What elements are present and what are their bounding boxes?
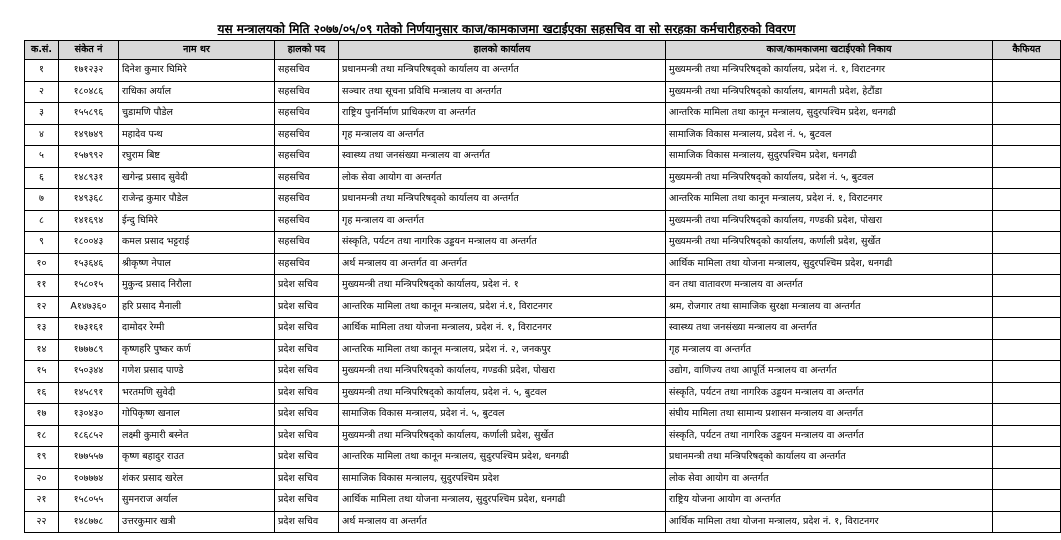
cell-current-post: प्रदेश सचिव <box>275 404 339 426</box>
cell-current-post: प्रदेश सचिव <box>275 447 339 469</box>
cell-remarks <box>993 232 1061 254</box>
cell-code-number: १७३१६१ <box>59 318 119 340</box>
cell-code-number: १५८०५५ <box>59 490 119 512</box>
cell-assigned-office: सामाजिक विकास मन्त्रालय, प्रदेश नं. ५, बुटवल <box>666 124 993 146</box>
cell-serial-number: १५ <box>25 361 59 383</box>
header-current-office: हालको कार्यालय <box>339 41 666 60</box>
cell-current-office: सामाजिक विकास मन्त्रालय, प्रदेश नं. ५, बुटवल <box>339 404 666 426</box>
cell-current-post: प्रदेश सचिव <box>275 339 339 361</box>
table-row <box>25 232 1061 254</box>
cell-serial-number: १ <box>25 60 59 82</box>
cell-code-number: १०७७७४ <box>59 468 119 490</box>
table-row <box>25 382 1061 404</box>
table-row <box>25 124 1061 146</box>
cell-remarks <box>993 318 1061 340</box>
cell-remarks <box>993 103 1061 125</box>
cell-code-number: १७७७८९ <box>59 339 119 361</box>
table-row <box>25 81 1061 103</box>
cell-assigned-office: वन तथा वातावरण मन्त्रालय वा अन्तर्गत <box>666 275 993 297</box>
cell-assigned-office: आर्थिक मामिला तथा योजना मन्त्रालय, प्रदेश नं. १, विराटनगर <box>666 511 993 533</box>
table-row <box>25 511 1061 533</box>
cell-code-number: १४८९३१ <box>59 167 119 189</box>
cell-name: महादेव पन्थ <box>119 124 275 146</box>
cell-code-number: १४९३६८ <box>59 189 119 211</box>
cell-current-post: सहसचिव <box>275 146 339 168</box>
cell-name: उत्तरकुमार खत्री <box>119 511 275 533</box>
table-row <box>25 447 1061 469</box>
cell-code-number: १४५८९१ <box>59 382 119 404</box>
cell-assigned-office: मुख्यमन्त्री तथा मन्त्रिपरिषद्को कार्यालय, कर्णाली प्रदेश, सुर्खेत <box>666 232 993 254</box>
cell-current-post: प्रदेश सचिव <box>275 275 339 297</box>
cell-serial-number: ९ <box>25 232 59 254</box>
cell-serial-number: ६ <box>25 167 59 189</box>
cell-assigned-office: मुख्यमन्त्री तथा मन्त्रिपरिषद्को कार्यालय, प्रदेश नं. १, विराटनगर <box>666 60 993 82</box>
cell-current-office: आर्थिक मामिला तथा योजना मन्त्रालय, प्रदेश नं. १, विराटनगर <box>339 318 666 340</box>
cell-current-office: प्रधानमन्त्री तथा मन्त्रिपरिषद्को कार्यालय वा अन्तर्गत <box>339 189 666 211</box>
cell-name: राधिका अर्याल <box>119 81 275 103</box>
cell-current-post: सहसचिव <box>275 103 339 125</box>
cell-serial-number: १९ <box>25 447 59 469</box>
cell-current-office: गृह मन्त्रालय वा अन्तर्गत <box>339 210 666 232</box>
cell-assigned-office: आर्थिक मामिला तथा योजना मन्त्रालय, सुदुरपश्चिम प्रदेश, धनगढी <box>666 253 993 275</box>
cell-current-office: आन्तरिक मामिला तथा कानून मन्त्रालय, सुदुरपश्चिम प्रदेश, धनगढी <box>339 447 666 469</box>
cell-serial-number: ३ <box>25 103 59 125</box>
cell-remarks <box>993 189 1061 211</box>
cell-current-post: प्रदेश सचिव <box>275 490 339 512</box>
table-row <box>25 339 1061 361</box>
cell-serial-number: २१ <box>25 490 59 512</box>
table-row <box>25 490 1061 512</box>
header-assigned-office: काज/कामकाजमा खटाईएको निकाय <box>666 41 993 60</box>
cell-remarks <box>993 490 1061 512</box>
table-row <box>25 425 1061 447</box>
table-header-row <box>25 41 1061 60</box>
cell-code-number: १४८७७८ <box>59 511 119 533</box>
table-row <box>25 210 1061 232</box>
cell-code-number: १४१६९४ <box>59 210 119 232</box>
header-remarks: कैफियत <box>993 41 1061 60</box>
cell-remarks <box>993 425 1061 447</box>
cell-current-office: अर्थ मन्त्रालय वा अन्तर्गत वा अन्तर्गत <box>339 253 666 275</box>
cell-remarks <box>993 447 1061 469</box>
cell-assigned-office: आन्तरिक मामिला तथा कानून मन्त्रालय, प्रदेश नं. १, विराटनगर <box>666 189 993 211</box>
cell-current-office: लोक सेवा आयोग वा अन्तर्गत <box>339 167 666 189</box>
cell-current-post: सहसचिव <box>275 60 339 82</box>
cell-name: गणेश प्रसाद पाण्डे <box>119 361 275 383</box>
cell-assigned-office: लोक सेवा आयोग वा अन्तर्गत <box>666 468 993 490</box>
cell-name: ईन्दु घिमिरे <box>119 210 275 232</box>
table-row <box>25 361 1061 383</box>
staff-deployment-table <box>24 40 1061 533</box>
cell-current-post: सहसचिव <box>275 189 339 211</box>
cell-remarks <box>993 253 1061 275</box>
cell-code-number: १५३६४६ <box>59 253 119 275</box>
cell-assigned-office: उद्योग, वाणिज्य तथा आपूर्ति मन्त्रालय वा अन्तर्गत <box>666 361 993 383</box>
cell-code-number: १७१२३२ <box>59 60 119 82</box>
cell-remarks <box>993 60 1061 82</box>
cell-serial-number: ८ <box>25 210 59 232</box>
cell-current-post: प्रदेश सचिव <box>275 468 339 490</box>
cell-serial-number: १२ <box>25 296 59 318</box>
cell-serial-number: १३ <box>25 318 59 340</box>
table-row <box>25 167 1061 189</box>
cell-remarks <box>993 339 1061 361</box>
cell-remarks <box>993 275 1061 297</box>
cell-name: मुकुन्द प्रसाद निरौला <box>119 275 275 297</box>
table-row <box>25 404 1061 426</box>
cell-assigned-office: स्वास्थ्य तथा जनसंख्या मन्त्रालय वा अन्तर्गत <box>666 318 993 340</box>
cell-current-office: आन्तरिक मामिला तथा कानून मन्त्रालय, प्रदेश नं.१, विराटनगर <box>339 296 666 318</box>
cell-current-post: सहसचिव <box>275 210 339 232</box>
cell-remarks <box>993 210 1061 232</box>
cell-current-office: प्रधानमन्त्री तथा मन्त्रिपरिषद्को कार्यालय वा अन्तर्गत <box>339 60 666 82</box>
cell-code-number: १३०४३० <box>59 404 119 426</box>
cell-current-office: सामाजिक विकास मन्त्रालय, सुदुरपश्चिम प्रदेश <box>339 468 666 490</box>
cell-code-number: १५८०१५ <box>59 275 119 297</box>
header-serial-number: क.सं. <box>25 41 59 60</box>
cell-current-post: सहसचिव <box>275 167 339 189</box>
cell-current-post: सहसचिव <box>275 124 339 146</box>
cell-current-post: प्रदेश सचिव <box>275 361 339 383</box>
cell-current-post: प्रदेश सचिव <box>275 511 339 533</box>
cell-current-office: राष्ट्रिय पुनर्निर्माण प्राधिकरण वा अन्तर्गत <box>339 103 666 125</box>
cell-name: शंकर प्रसाद खरेल <box>119 468 275 490</box>
cell-current-office: मुख्यमन्त्री तथा मन्त्रिपरिषद्को कार्यालय, प्रदेश नं. ५, बुटवल <box>339 382 666 404</box>
cell-current-office: मुख्यमन्त्री तथा मन्त्रिपरिषद्को कार्यालय, कर्णाली प्रदेश, सुर्खेत <box>339 425 666 447</box>
cell-assigned-office: गृह मन्त्रालय वा अन्तर्गत <box>666 339 993 361</box>
cell-assigned-office: मुख्यमन्त्री तथा मन्त्रिपरिषद्को कार्यालय, गण्डकी प्रदेश, पोखरा <box>666 210 993 232</box>
cell-remarks <box>993 468 1061 490</box>
cell-code-number: १४९७४९ <box>59 124 119 146</box>
cell-current-post: प्रदेश सचिव <box>275 296 339 318</box>
table-row <box>25 103 1061 125</box>
cell-name: सुमनराज अर्याल <box>119 490 275 512</box>
cell-assigned-office: संस्कृति, पर्यटन तथा नागरिक उड्डयन मन्त्रालय वा अन्तर्गत <box>666 425 993 447</box>
cell-name: रघुराम बिष्ट <box>119 146 275 168</box>
cell-assigned-office: राष्ट्रिय योजना आयोग वा अन्तर्गत <box>666 490 993 512</box>
cell-serial-number: १७ <box>25 404 59 426</box>
header-current-post: हालको पद <box>275 41 339 60</box>
cell-current-post: सहसचिव <box>275 81 339 103</box>
cell-name: दिनेश कुमार घिमिरे <box>119 60 275 82</box>
cell-assigned-office: सामाजिक विकास मन्त्रालय, सुदुरपश्चिम प्रदेश, धनगढी <box>666 146 993 168</box>
cell-name: कमल प्रसाद भट्टराई <box>119 232 275 254</box>
cell-current-office: अर्थ मन्त्रालय वा अन्तर्गत <box>339 511 666 533</box>
cell-serial-number: ११ <box>25 275 59 297</box>
cell-serial-number: १६ <box>25 382 59 404</box>
cell-remarks <box>993 361 1061 383</box>
cell-serial-number: १४ <box>25 339 59 361</box>
cell-remarks <box>993 81 1061 103</box>
cell-code-number: A१४७३६० <box>59 296 119 318</box>
cell-assigned-office: संस्कृति, पर्यटन तथा नागरिक उड्डयन मन्त्रालय वा अन्तर्गत <box>666 382 993 404</box>
cell-remarks <box>993 296 1061 318</box>
document-title: यस मन्त्रालयको मिति २०७७/०५/०९ गतेको निर्णयानुसार काज/कामकाजमा खटाईएका सहसचिव वा सो सरहका कर्मचारीहरुको विवरण <box>217 22 796 36</box>
cell-name: कृष्णहरि पुष्कर कर्ण <box>119 339 275 361</box>
cell-serial-number: २२ <box>25 511 59 533</box>
cell-remarks <box>993 167 1061 189</box>
cell-serial-number: ७ <box>25 189 59 211</box>
table-body <box>25 60 1061 533</box>
table-row <box>25 189 1061 211</box>
cell-remarks <box>993 404 1061 426</box>
table-row <box>25 60 1061 82</box>
cell-current-office: मुख्यमन्त्री तथा मन्त्रिपरिषद्को कार्यालय, गण्डकी प्रदेश, पोखरा <box>339 361 666 383</box>
table-row <box>25 253 1061 275</box>
table-row <box>25 468 1061 490</box>
cell-current-post: प्रदेश सचिव <box>275 318 339 340</box>
cell-name: चुडामणि पौडेल <box>119 103 275 125</box>
cell-name: राजेन्द्र कुमार पौडेल <box>119 189 275 211</box>
cell-name: हरि प्रसाद मैनाली <box>119 296 275 318</box>
cell-remarks <box>993 511 1061 533</box>
cell-serial-number: २० <box>25 468 59 490</box>
cell-code-number: १५७९९२ <box>59 146 119 168</box>
cell-name: लक्ष्मी कुमारी बस्नेत <box>119 425 275 447</box>
table-row <box>25 318 1061 340</box>
cell-serial-number: १८ <box>25 425 59 447</box>
cell-current-office: स्वास्थ्य तथा जनसंख्या मन्त्रालय वा अन्तर्गत <box>339 146 666 168</box>
cell-code-number: १५०३४४ <box>59 361 119 383</box>
cell-name: दामोदर रेग्मी <box>119 318 275 340</box>
cell-serial-number: ५ <box>25 146 59 168</box>
table-row <box>25 275 1061 297</box>
cell-name: खगेन्द्र प्रसाद सुवेदी <box>119 167 275 189</box>
cell-current-office: आर्थिक मामिला तथा योजना मन्त्रालय, सुदुरपश्चिम प्रदेश, धनगढी <box>339 490 666 512</box>
cell-name: श्रीकृष्ण नेपाल <box>119 253 275 275</box>
cell-current-post: प्रदेश सचिव <box>275 425 339 447</box>
cell-assigned-office: श्रम, रोजगार तथा सामाजिक सुरक्षा मन्त्रालय वा अन्तर्गत <box>666 296 993 318</box>
cell-assigned-office: प्रधानमन्त्री तथा मन्त्रिपरिषद्को कार्यालय वा अन्तर्गत <box>666 447 993 469</box>
cell-code-number: १५५८९६ <box>59 103 119 125</box>
cell-serial-number: २ <box>25 81 59 103</box>
cell-code-number: १८००४३ <box>59 232 119 254</box>
table-row <box>25 296 1061 318</box>
cell-current-office: सञ्चार तथा सूचना प्रविधि मन्त्रालय वा अन्तर्गत <box>339 81 666 103</box>
cell-current-office: संस्कृति, पर्यटन तथा नागरिक उड्डयन मन्त्रालय वा अन्तर्गत <box>339 232 666 254</box>
cell-current-office: आन्तरिक मामिला तथा कानून मन्त्रालय, प्रदेश नं. २, जनकपुर <box>339 339 666 361</box>
cell-assigned-office: आन्तरिक मामिला तथा कानून मन्त्रालय, सुदुरपश्चिम प्रदेश, धनगढी <box>666 103 993 125</box>
cell-serial-number: १० <box>25 253 59 275</box>
header-code-number: संकेत नं <box>59 41 119 60</box>
cell-assigned-office: मुख्यमन्त्री तथा मन्त्रिपरिषद्को कार्यालय, बागमती प्रदेश, हेटौंडा <box>666 81 993 103</box>
cell-current-post: सहसचिव <box>275 232 339 254</box>
header-name: नाम थर <box>119 41 275 60</box>
table-row <box>25 146 1061 168</box>
cell-code-number: १८६८५२ <box>59 425 119 447</box>
cell-name: भरतमणि सुवेदी <box>119 382 275 404</box>
cell-remarks <box>993 382 1061 404</box>
cell-current-post: सहसचिव <box>275 253 339 275</box>
cell-name: कृष्ण बहादुर राउत <box>119 447 275 469</box>
cell-code-number: १७७५५७ <box>59 447 119 469</box>
cell-assigned-office: संघीय मामिला तथा सामान्य प्रशासन मन्त्रालय वा अन्तर्गत <box>666 404 993 426</box>
cell-current-office: मुख्यमन्त्री तथा मन्त्रिपरिषद्को कार्यालय, प्रदेश नं. १ <box>339 275 666 297</box>
cell-remarks <box>993 146 1061 168</box>
cell-remarks <box>993 124 1061 146</box>
cell-code-number: १८०४८६ <box>59 81 119 103</box>
cell-name: गोपिकृष्ण खनाल <box>119 404 275 426</box>
cell-serial-number: ४ <box>25 124 59 146</box>
cell-current-post: प्रदेश सचिव <box>275 382 339 404</box>
cell-current-office: गृह मन्त्रालय वा अन्तर्गत <box>339 124 666 146</box>
cell-assigned-office: मुख्यमन्त्री तथा मन्त्रिपरिषद्को कार्यालय, प्रदेश नं. ५, बुटवल <box>666 167 993 189</box>
